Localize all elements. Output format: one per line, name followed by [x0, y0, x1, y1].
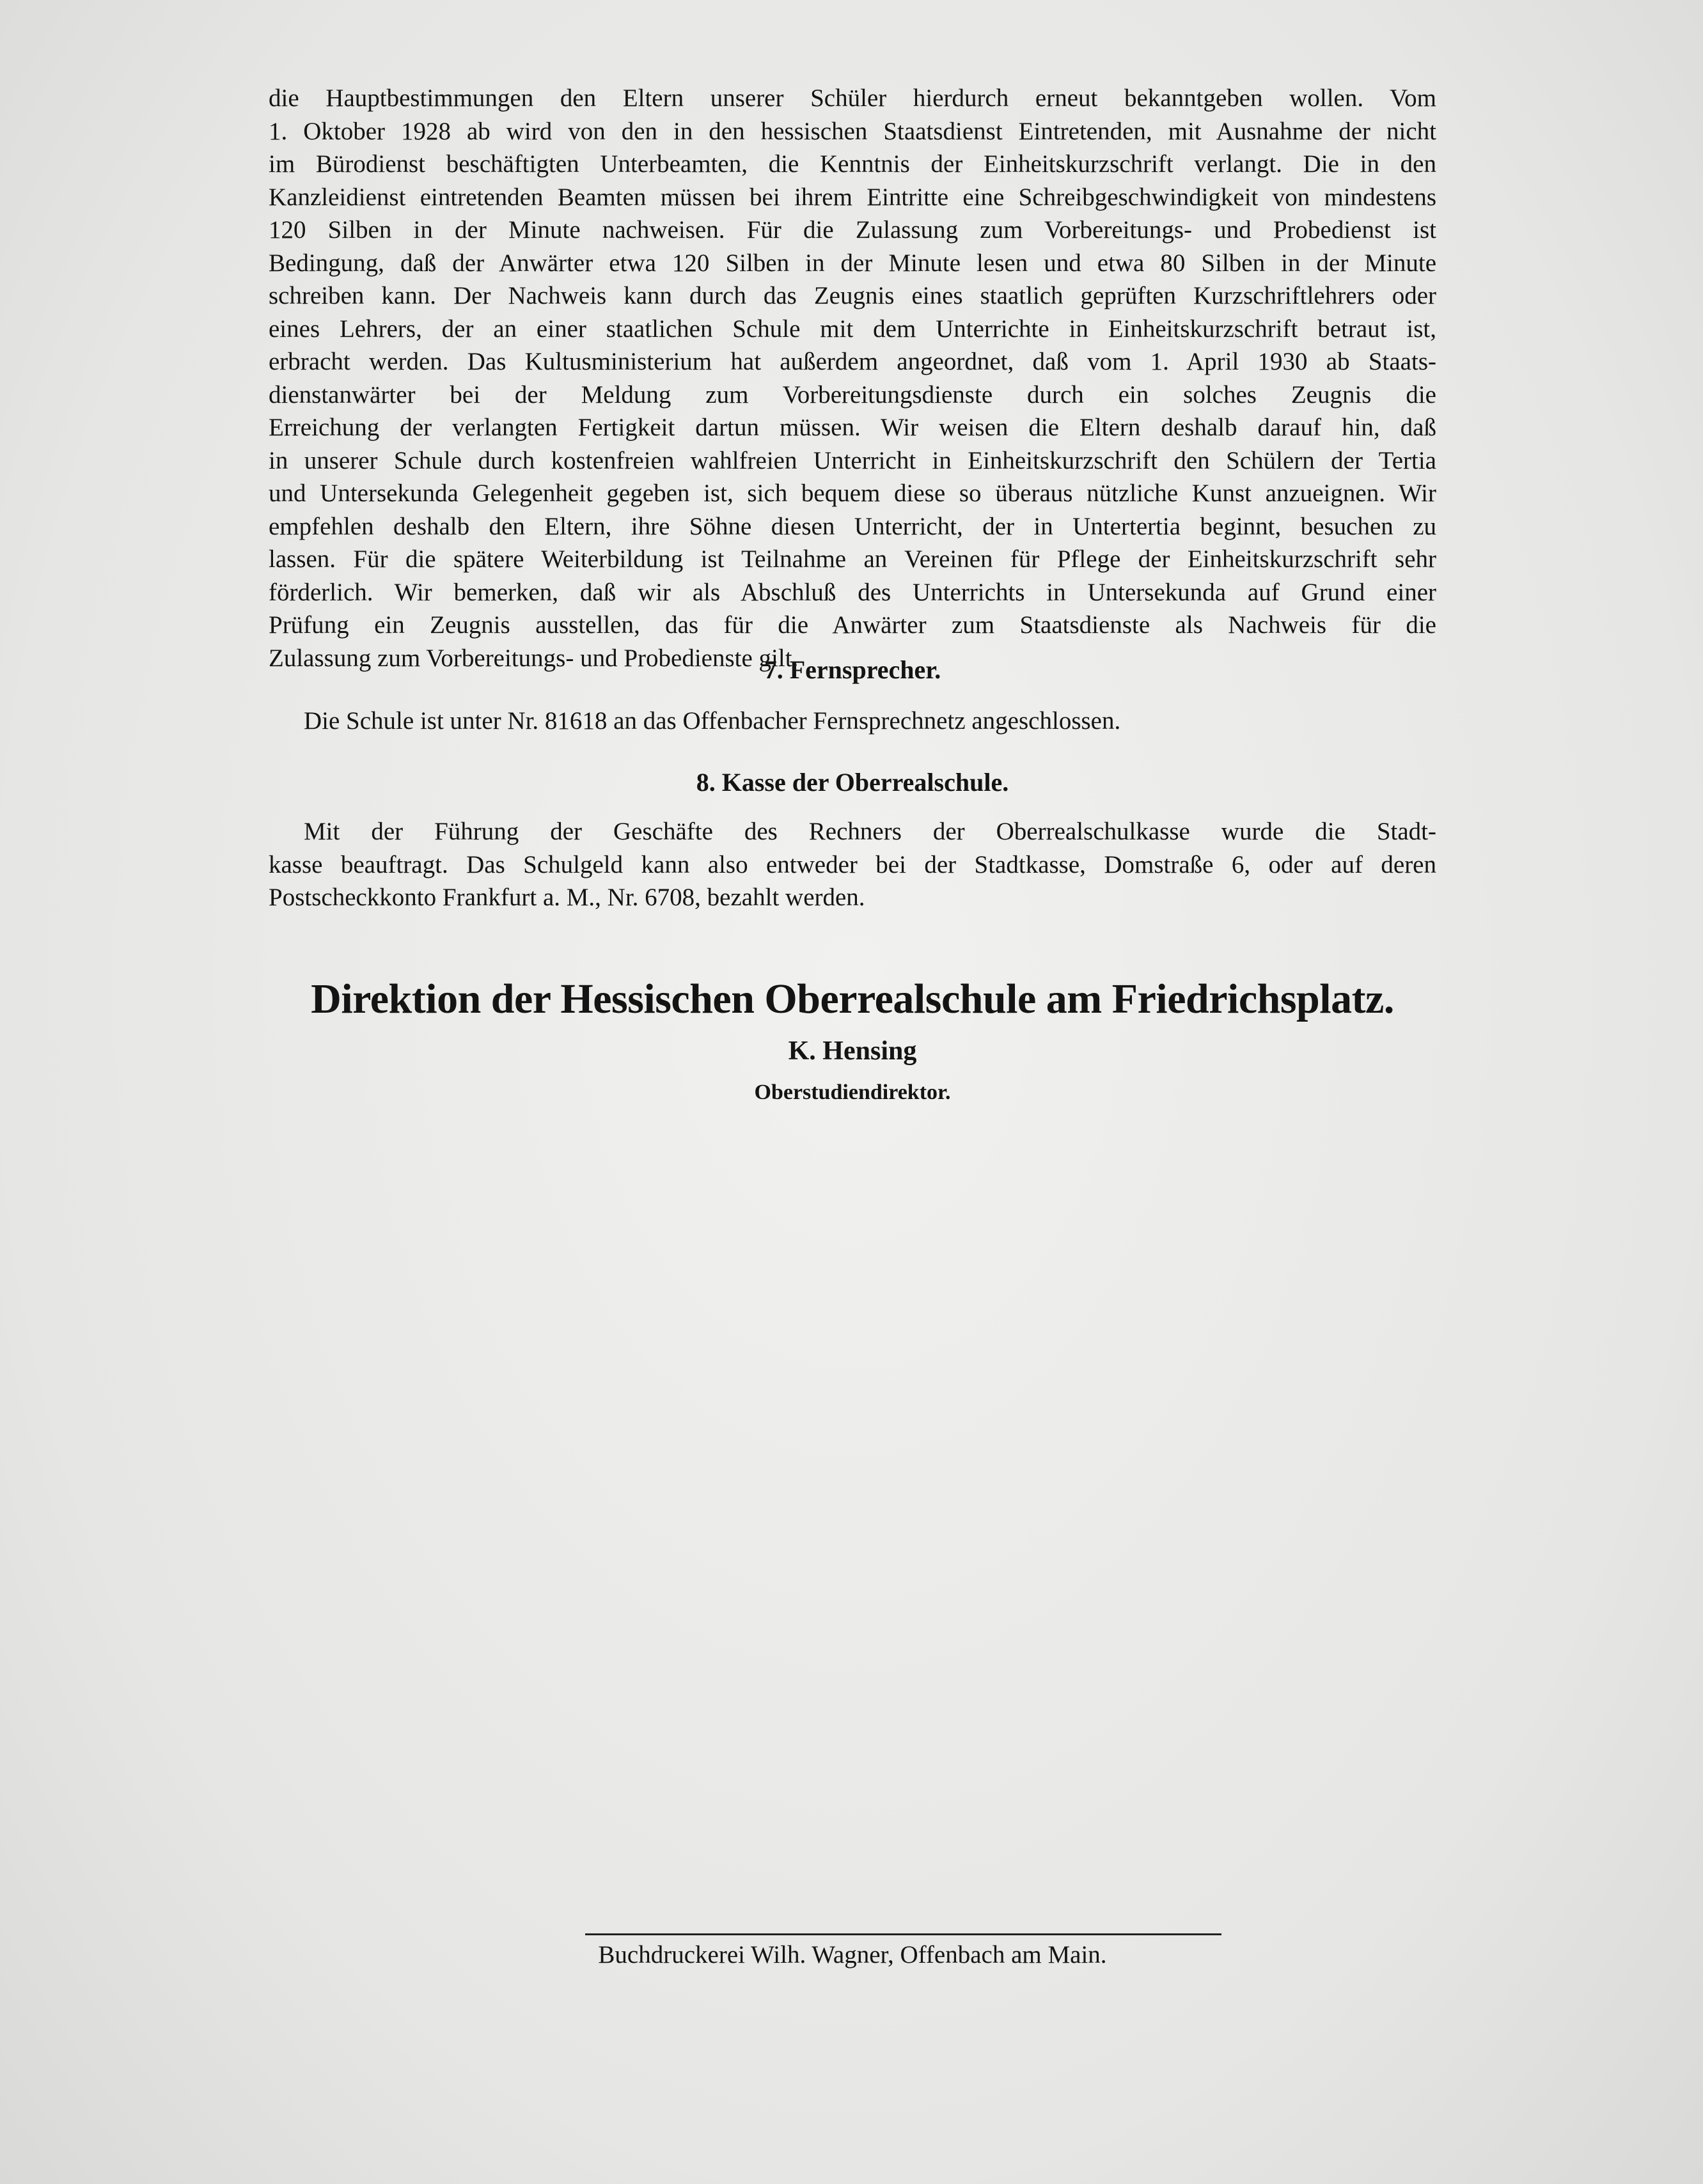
text-line: die Hauptbestimmungen den Eltern unserer Schüler hierdurch erneut bekanntgeben wollen. Vom: [269, 84, 1436, 112]
intro-paragraph: [269, 82, 1436, 675]
text-line: im Bürodienst beschäftigten Unterbeamten, die Kenntnis der Einheitskurzschrift verlangt. Die in den: [269, 150, 1436, 178]
section-7-text: [269, 705, 1436, 738]
text-line: 120 Silben in der Minute nachweisen. Für die Zulassung zum Vorbereitungs- und Probedienst ist: [269, 216, 1436, 244]
footer-divider: [585, 1933, 1221, 1935]
text-line: schreiben kann. Der Nachweis kann durch das Zeugnis eines staatlich geprüften Kurzschriftlehrers oder: [269, 282, 1436, 309]
signatory-name: K. Hensing: [788, 1036, 917, 1066]
printer-imprint: Buchdruckerei Wilh. Wagner, Offenbach am Main.: [598, 1941, 1107, 1969]
text-line: 1. Oktober 1928 ab wird von den in den hessischen Staatsdienst Eintretenden, mit Ausnahme der nicht: [269, 117, 1436, 145]
text-line: dienstanwärter bei der Meldung zum Vorbereitungsdienste durch ein solches Zeugnis die: [269, 380, 1436, 409]
text-line: förderlich. Wir bemerken, daß wir als Abschluß des Unterrichts in Untersekunda auf Grund einer: [269, 578, 1436, 606]
text-line: Prüfung ein Zeugnis ausstellen, das für die Anwärter zum Staatsdienste als Nachweis für die: [269, 611, 1436, 639]
text-line: und Untersekunda Gelegenheit gegeben ist, sich bequem diese so überaus nützliche Kunst anzueignen. Wir: [269, 480, 1436, 507]
text-line: Postscheckkonto Frankfurt a. M., Nr. 6708, bezahlt werden.: [269, 884, 865, 911]
text-line: eines Lehrers, der an einer staatlichen Schule mit dem Unterrichte in Einheitskurzschrift betraut ist,: [269, 315, 1436, 343]
text-line: Zulassung zum Vorbereitungs- und Probedienste gilt.: [269, 644, 799, 672]
text-line: Bedingung, daß der Anwärter etwa 120 Silben in der Minute lesen und etwa 80 Silben in der Minute: [269, 249, 1436, 277]
text-line: Erreichung der verlangten Fertigkeit dartun müssen. Wir weisen die Eltern deshalb darauf hin, daß: [269, 414, 1436, 441]
text-line: in unserer Schule durch kostenfreien wahlfreien Unterricht in Einheitskurzschrift den Schülern der Tertia: [269, 446, 1436, 474]
section-8-heading: 8. Kasse der Oberrealschule.: [696, 768, 1009, 797]
text-line: kasse beauftragt. Das Schulgeld kann also entweder bei der Stadtkasse, Domstraße 6, oder auf deren: [269, 850, 1436, 878]
text-line: Kanzleidienst eintretenden Beamten müssen bei ihrem Eintritte eine Schreibgeschwindigkeit von mindestens: [269, 183, 1436, 211]
section-8-paragraph: [269, 815, 1436, 914]
text-line: empfehlen deshalb den Eltern, ihre Söhne diesen Unterricht, der in Untertertia beginnt, besuchen zu: [269, 512, 1436, 540]
text-line: lassen. Für die spätere Weiterbildung ist Teilnahme an Vereinen für Pflege der Einheitskurzschrift sehr: [269, 545, 1436, 573]
text-line: Mit der Führung der Geschäfte des Rechners der Oberrealschulkasse wurde die Stadt-: [304, 818, 1436, 845]
text-line: Die Schule ist unter Nr. 81618 an das Offenbacher Fernsprechnetz angeschlossen.: [304, 707, 1121, 735]
institution-signature: Direktion der Hessischen Oberrealschule am Friedrichsplatz.: [311, 976, 1394, 1022]
section-7-heading: 7. Fernsprecher.: [764, 655, 941, 684]
text-line: erbracht werden. Das Kultusministerium hat außerdem angeordnet, daß vom 1. April 1930 ab Staats-: [269, 348, 1436, 375]
signatory-title: Oberstudiendirektor.: [754, 1080, 951, 1104]
